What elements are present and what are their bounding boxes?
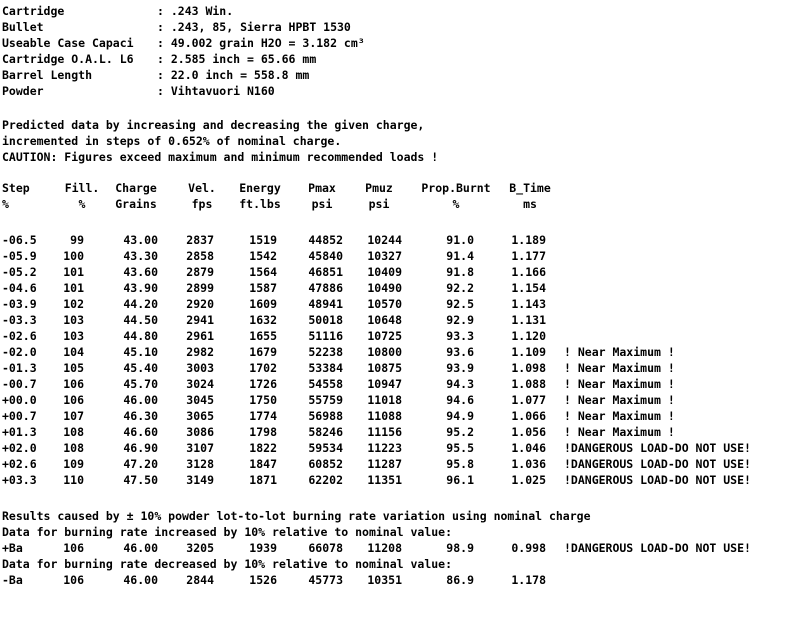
header-case-capacity: [2, 35, 365, 51]
cell-fill: 102: [63, 297, 84, 311]
cell-step: -05.2: [2, 265, 37, 279]
cell-velocity: 2837: [186, 233, 214, 247]
cell-charge: 43.60: [123, 265, 158, 279]
cell-step: -Ba: [2, 573, 23, 587]
table-row: [2, 360, 799, 376]
cell-energy: 1564: [249, 265, 277, 279]
column-unit-energy: ft.lbs: [239, 197, 281, 211]
column-header-pmax: Pmax: [308, 181, 336, 195]
cell-velocity: 2858: [186, 249, 214, 263]
cell-step: -05.9: [2, 249, 37, 263]
cell-fill: 101: [63, 281, 84, 295]
cell-velocity: 3149: [186, 473, 214, 487]
cell-prop-burnt: 95.8: [446, 457, 474, 471]
cell-fill: 109: [63, 457, 84, 471]
cell-fill: 106: [63, 541, 84, 555]
cell-pmuz: 10244: [367, 233, 402, 247]
cell-step: -03.9: [2, 297, 37, 311]
cell-charge: 45.40: [123, 361, 158, 375]
cell-b-time: 1.143: [511, 297, 546, 311]
column-unit-step: %: [2, 197, 9, 211]
cell-prop-burnt: 92.2: [446, 281, 474, 295]
cell-pmax: 47886: [308, 281, 343, 295]
column-header-fill: Fill.: [64, 181, 100, 195]
cell-fill: 107: [63, 409, 84, 423]
cell-warning: ! Near Maximum !: [564, 361, 675, 375]
cell-velocity: 3003: [186, 361, 214, 375]
cell-velocity: 3205: [186, 541, 214, 555]
header-label: Cartridge O.A.L. L6: [2, 52, 134, 66]
cell-prop-burnt: 91.8: [446, 265, 474, 279]
table-unit-row: [2, 196, 799, 212]
cell-warning: ! Near Maximum !: [564, 409, 675, 423]
column-unit-charge: Grains: [115, 197, 157, 211]
header-barrel-length: [2, 67, 309, 83]
cell-fill: 108: [63, 441, 84, 455]
cell-pmuz: 10490: [367, 281, 402, 295]
cell-charge: 46.00: [123, 541, 158, 555]
cell-prop-burnt: 94.6: [446, 393, 474, 407]
table-row: [2, 408, 799, 424]
cell-pmuz: 11351: [367, 473, 402, 487]
header-label: Bullet: [2, 20, 44, 34]
cell-pmuz: 10875: [367, 361, 402, 375]
cell-energy: 1871: [249, 473, 277, 487]
cell-b-time: 1.066: [511, 409, 546, 423]
cell-step: -06.5: [2, 233, 37, 247]
cell-warning: !DANGEROUS LOAD-DO NOT USE!: [564, 441, 751, 455]
caution-line: CAUTION: Figures exceed maximum and minimum recommended loads !: [2, 150, 439, 164]
cell-fill: 101: [63, 265, 84, 279]
cell-pmax: 55759: [308, 393, 343, 407]
cell-pmuz: 11156: [367, 425, 402, 439]
table-row: [2, 376, 799, 392]
cell-step: +02.0: [2, 441, 37, 455]
cell-pmax: 53384: [308, 361, 343, 375]
cell-energy: 1726: [249, 377, 277, 391]
cell-pmuz: 10800: [367, 345, 402, 359]
cell-prop-burnt: 94.3: [446, 377, 474, 391]
cell-prop-burnt: 95.2: [446, 425, 474, 439]
cell-prop-burnt: 93.6: [446, 345, 474, 359]
column-unit-prop-burnt: %: [452, 197, 460, 211]
header-powder: [2, 83, 275, 99]
cell-pmuz: 11223: [367, 441, 402, 455]
header-label: Useable Case Capaci: [2, 36, 134, 50]
header-cartridge: [2, 3, 233, 19]
cell-b-time: 1.098: [511, 361, 546, 375]
cell-warning: !DANGEROUS LOAD-DO NOT USE!: [564, 473, 751, 487]
cell-step: -04.6: [2, 281, 37, 295]
cell-energy: 1526: [249, 573, 277, 587]
cell-charge: 47.20: [123, 457, 158, 471]
cell-charge: 47.50: [123, 473, 158, 487]
results-line-2: Data for burning rate increased by 10% relative to nominal value:: [2, 525, 453, 539]
cell-b-time: 1.077: [511, 393, 546, 407]
column-header-velocity: Vel.: [188, 181, 216, 195]
table-row: [2, 472, 799, 488]
cell-fill: 99: [70, 233, 84, 247]
cell-pmuz: 10327: [367, 249, 402, 263]
cell-pmax: 45773: [308, 573, 343, 587]
column-header-prop-burnt: Prop.Burnt: [421, 181, 491, 195]
cell-fill: 106: [63, 573, 84, 587]
cell-velocity: 2844: [186, 573, 214, 587]
cell-b-time: 1.088: [511, 377, 546, 391]
header-label: Powder: [2, 84, 44, 98]
column-unit-velocity: fps: [191, 197, 213, 211]
cell-energy: 1655: [249, 329, 277, 343]
cell-prop-burnt: 91.4: [446, 249, 474, 263]
cell-energy: 1542: [249, 249, 277, 263]
results-line-3: Data for burning rate decreased by 10% relative to nominal value:: [2, 557, 453, 571]
cell-pmuz: 10648: [367, 313, 402, 327]
cell-pmuz: 10351: [367, 573, 402, 587]
table-row: [2, 248, 799, 264]
cell-pmax: 59534: [308, 441, 343, 455]
cell-step: +00.0: [2, 393, 37, 407]
cell-fill: 106: [63, 377, 84, 391]
table-row: [2, 232, 799, 248]
cell-prop-burnt: 95.5: [446, 441, 474, 455]
table-header-row: [2, 180, 799, 196]
cell-warning: !DANGEROUS LOAD-DO NOT USE!: [564, 541, 751, 555]
cell-pmax: 46851: [308, 265, 343, 279]
cell-charge: 45.70: [123, 377, 158, 391]
cell-energy: 1609: [249, 297, 277, 311]
cell-energy: 1679: [249, 345, 277, 359]
cell-charge: 44.50: [123, 313, 158, 327]
intro-line-2: incremented in steps of 0.652% of nominal charge.: [2, 134, 342, 148]
cell-energy: 1847: [249, 457, 277, 471]
cell-fill: 104: [63, 345, 84, 359]
cell-b-time: 1.177: [511, 249, 546, 263]
cell-prop-burnt: 93.3: [446, 329, 474, 343]
intro-line-1: Predicted data by increasing and decreasing the given charge,: [2, 118, 425, 132]
cell-step: -01.3: [2, 361, 37, 375]
cell-velocity: 3045: [186, 393, 214, 407]
header-value: : .243 Win.: [157, 4, 234, 18]
cell-energy: 1702: [249, 361, 277, 375]
header-value: : 22.0 inch = 558.8 mm: [157, 68, 310, 82]
cell-velocity: 3024: [186, 377, 214, 391]
cell-prop-burnt: 98.9: [446, 541, 474, 555]
table-row: [2, 328, 799, 344]
cell-velocity: 2961: [186, 329, 214, 343]
cell-fill: 100: [63, 249, 84, 263]
cell-pmax: 50018: [308, 313, 343, 327]
cell-prop-burnt: 96.1: [446, 473, 474, 487]
cell-energy: 1632: [249, 313, 277, 327]
cell-step: +03.3: [2, 473, 37, 487]
cell-charge: 46.30: [123, 409, 158, 423]
table-row: [2, 264, 799, 280]
cell-energy: 1798: [249, 425, 277, 439]
cell-b-time: 1.154: [511, 281, 546, 295]
cell-b-time: 1.178: [511, 573, 546, 587]
cell-b-time: 1.046: [511, 441, 546, 455]
cell-pmax: 60852: [308, 457, 343, 471]
header-oal: [2, 51, 316, 67]
cell-velocity: 3086: [186, 425, 214, 439]
cell-charge: 45.10: [123, 345, 158, 359]
cell-velocity: 2982: [186, 345, 214, 359]
cell-pmax: 44852: [308, 233, 343, 247]
cell-energy: 1774: [249, 409, 277, 423]
cell-pmax: 66078: [308, 541, 343, 555]
cell-b-time: 1.131: [511, 313, 546, 327]
cell-b-time: 1.025: [511, 473, 546, 487]
column-unit-pmax: psi: [311, 197, 333, 211]
header-label: Barrel Length: [2, 68, 93, 82]
cell-pmax: 58246: [308, 425, 343, 439]
table-row: [2, 392, 799, 408]
cell-pmax: 48941: [308, 297, 343, 311]
cell-step: +02.6: [2, 457, 37, 471]
cell-pmax: 51116: [308, 329, 343, 343]
header-bullet: [2, 19, 351, 35]
column-unit-pmuz: psi: [368, 197, 390, 211]
cell-b-time: 1.166: [511, 265, 546, 279]
cell-b-time: 1.120: [511, 329, 546, 343]
table-row: [2, 572, 799, 588]
cell-prop-burnt: 93.9: [446, 361, 474, 375]
cell-pmuz: 11208: [367, 541, 402, 555]
cell-warning: ! Near Maximum !: [564, 377, 675, 391]
cell-b-time: 0.998: [511, 541, 546, 555]
cell-pmuz: 10725: [367, 329, 402, 343]
cell-fill: 105: [63, 361, 84, 375]
header-value: : .243, 85, Sierra HPBT 1530: [157, 20, 351, 34]
table-row: [2, 440, 799, 456]
cell-pmuz: 10409: [367, 265, 402, 279]
column-header-charge: Charge: [115, 181, 157, 195]
column-unit-b-time: ms: [523, 197, 537, 211]
cell-energy: 1750: [249, 393, 277, 407]
cell-step: -03.3: [2, 313, 37, 327]
cell-velocity: 2941: [186, 313, 214, 327]
cell-step: -02.6: [2, 329, 37, 343]
cell-warning: ! Near Maximum !: [564, 393, 675, 407]
cell-charge: 44.20: [123, 297, 158, 311]
cell-pmax: 54558: [308, 377, 343, 391]
header-value: : Vihtavuori N160: [157, 84, 275, 98]
cell-energy: 1519: [249, 233, 277, 247]
cell-step: -00.7: [2, 377, 37, 391]
cell-fill: 103: [63, 313, 84, 327]
column-header-step: Step: [2, 181, 30, 195]
cell-energy: 1587: [249, 281, 277, 295]
cell-warning: !DANGEROUS LOAD-DO NOT USE!: [564, 457, 751, 471]
cell-velocity: 3107: [186, 441, 214, 455]
column-unit-fill: %: [78, 197, 86, 211]
cell-velocity: 2899: [186, 281, 214, 295]
cell-fill: 103: [63, 329, 84, 343]
cell-charge: 46.00: [123, 393, 158, 407]
cell-step: +01.3: [2, 425, 37, 439]
table-row: [2, 456, 799, 472]
cell-step: +00.7: [2, 409, 37, 423]
cell-b-time: 1.056: [511, 425, 546, 439]
cell-velocity: 2920: [186, 297, 214, 311]
cell-charge: 43.30: [123, 249, 158, 263]
cell-pmax: 45840: [308, 249, 343, 263]
cell-pmax: 62202: [308, 473, 343, 487]
cell-energy: 1822: [249, 441, 277, 455]
cell-b-time: 1.109: [511, 345, 546, 359]
cell-pmuz: 10570: [367, 297, 402, 311]
cell-charge: 44.80: [123, 329, 158, 343]
cell-velocity: 3065: [186, 409, 214, 423]
header-label: Cartridge: [2, 4, 65, 18]
cell-charge: 46.60: [123, 425, 158, 439]
cell-charge: 43.90: [123, 281, 158, 295]
cell-pmuz: 11088: [367, 409, 402, 423]
cell-pmax: 52238: [308, 345, 343, 359]
cell-prop-burnt: 92.5: [446, 297, 474, 311]
cell-fill: 110: [63, 473, 84, 487]
cell-pmuz: 11287: [367, 457, 402, 471]
cell-warning: ! Near Maximum !: [564, 345, 675, 359]
results-line-1: Results caused by ± 10% powder lot-to-lot burning rate variation using nominal charge: [2, 509, 591, 523]
cell-pmuz: 11018: [367, 393, 402, 407]
cell-velocity: 2879: [186, 265, 214, 279]
cell-charge: 43.00: [123, 233, 158, 247]
table-row: [2, 312, 799, 328]
table-row: [2, 540, 799, 556]
cell-velocity: 3128: [186, 457, 214, 471]
cell-fill: 106: [63, 393, 84, 407]
cell-prop-burnt: 86.9: [446, 573, 474, 587]
cell-charge: 46.90: [123, 441, 158, 455]
cell-warning: ! Near Maximum !: [564, 425, 675, 439]
table-row: [2, 296, 799, 312]
column-header-b-time: B_Time: [509, 181, 551, 195]
cell-prop-burnt: 94.9: [446, 409, 474, 423]
cell-pmax: 56988: [308, 409, 343, 423]
column-header-pmuz: Pmuz: [365, 181, 393, 195]
cell-energy: 1939: [249, 541, 277, 555]
header-value: : 2.585 inch = 65.66 mm: [157, 52, 317, 66]
cell-pmuz: 10947: [367, 377, 402, 391]
cell-step: -02.0: [2, 345, 37, 359]
cell-prop-burnt: 91.0: [446, 233, 474, 247]
column-header-energy: Energy: [239, 181, 281, 195]
cell-b-time: 1.189: [511, 233, 546, 247]
cell-prop-burnt: 92.9: [446, 313, 474, 327]
cell-step: +Ba: [2, 541, 23, 555]
cell-charge: 46.00: [123, 573, 158, 587]
cell-b-time: 1.036: [511, 457, 546, 471]
table-row: [2, 280, 799, 296]
table-row: [2, 344, 799, 360]
header-value: : 49.002 grain H2O = 3.182 cm³: [157, 36, 365, 50]
table-row: [2, 424, 799, 440]
cell-fill: 108: [63, 425, 84, 439]
